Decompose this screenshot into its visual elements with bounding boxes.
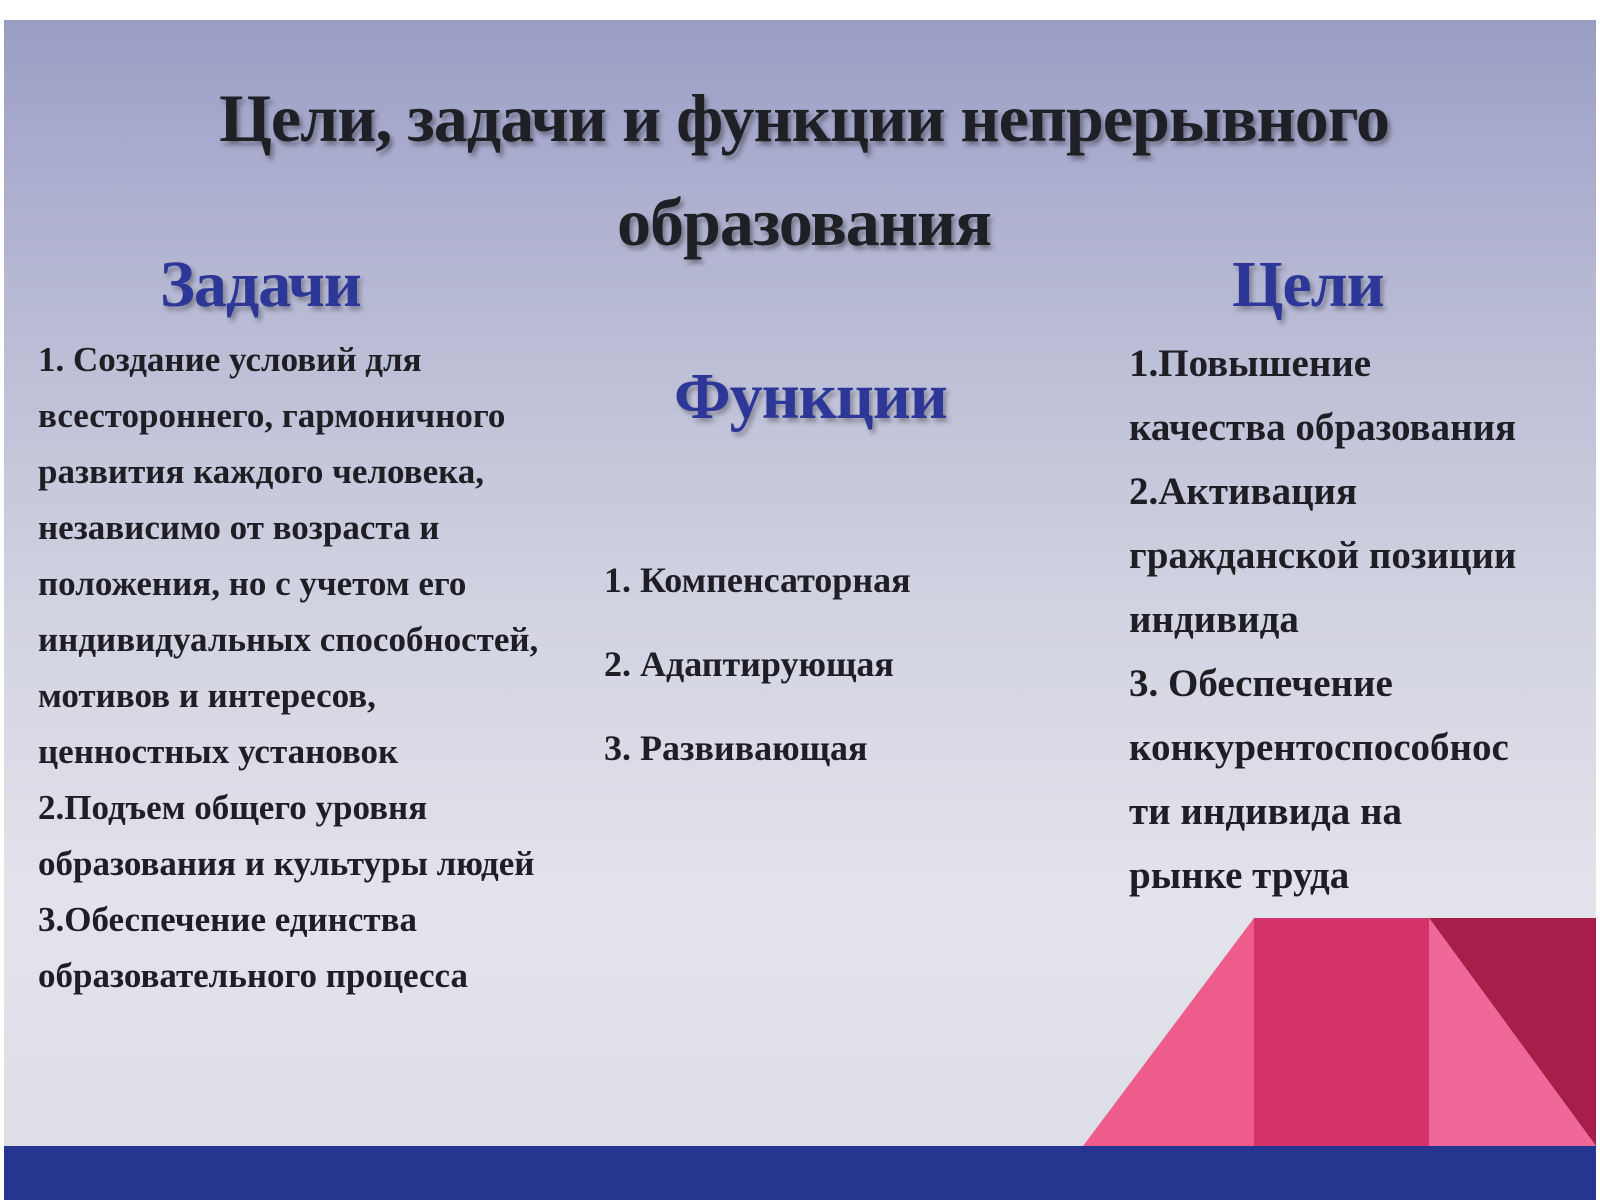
slide-title-line-2: образования <box>617 184 991 260</box>
tasks-line: положения, но с учетом его <box>38 564 467 603</box>
slide-title-line-1: Цели, задачи и функции непрерывного <box>219 80 1389 156</box>
goals-line: качества образования <box>1129 406 1517 449</box>
functions-line: 1. Компенсаторная <box>604 560 911 600</box>
goals-line: 1.Повышение <box>1129 342 1372 385</box>
goals-heading: Цели <box>1232 248 1384 321</box>
footer-band <box>4 1146 1596 1200</box>
goals-line: рынке труда <box>1129 854 1350 897</box>
goals-line: конкурентоспособнос <box>1129 726 1509 769</box>
goals-line: гражданской позиции <box>1129 534 1517 577</box>
slide <box>4 20 1596 1200</box>
tasks-line: всестороннего, гармоничного <box>38 396 506 435</box>
tasks-line: независимо от возраста и <box>38 508 440 547</box>
tasks-line: развития каждого человека, <box>38 452 484 491</box>
tasks-line: ценностных установок <box>38 732 399 771</box>
functions-line: 3. Развивающая <box>604 728 868 768</box>
goals-line: ти индивида на <box>1129 790 1402 833</box>
tasks-line: мотивов и интересов, <box>38 676 376 715</box>
functions-heading: Функции <box>674 360 947 433</box>
functions-line: 2. Адаптирующая <box>604 644 894 684</box>
tasks-line: образования и культуры людей <box>38 844 535 883</box>
deco-pink-left-triangle <box>1083 918 1254 1146</box>
tasks-line: 1. Создание условий для <box>38 340 422 379</box>
goals-line: 3. Обеспечение <box>1129 662 1393 705</box>
tasks-line: 3.Обеспечение единства <box>38 900 417 939</box>
tasks-line: 2.Подъем общего уровня <box>38 788 428 827</box>
deco-pink-center-block <box>1254 918 1429 1146</box>
tasks-line: индивидуальных способностей, <box>38 620 539 659</box>
tasks-line: образовательного процесса <box>38 956 469 995</box>
goals-line: 2.Активация <box>1129 470 1358 513</box>
goals-line: индивида <box>1129 598 1299 641</box>
tasks-heading: Задачи <box>160 248 361 321</box>
